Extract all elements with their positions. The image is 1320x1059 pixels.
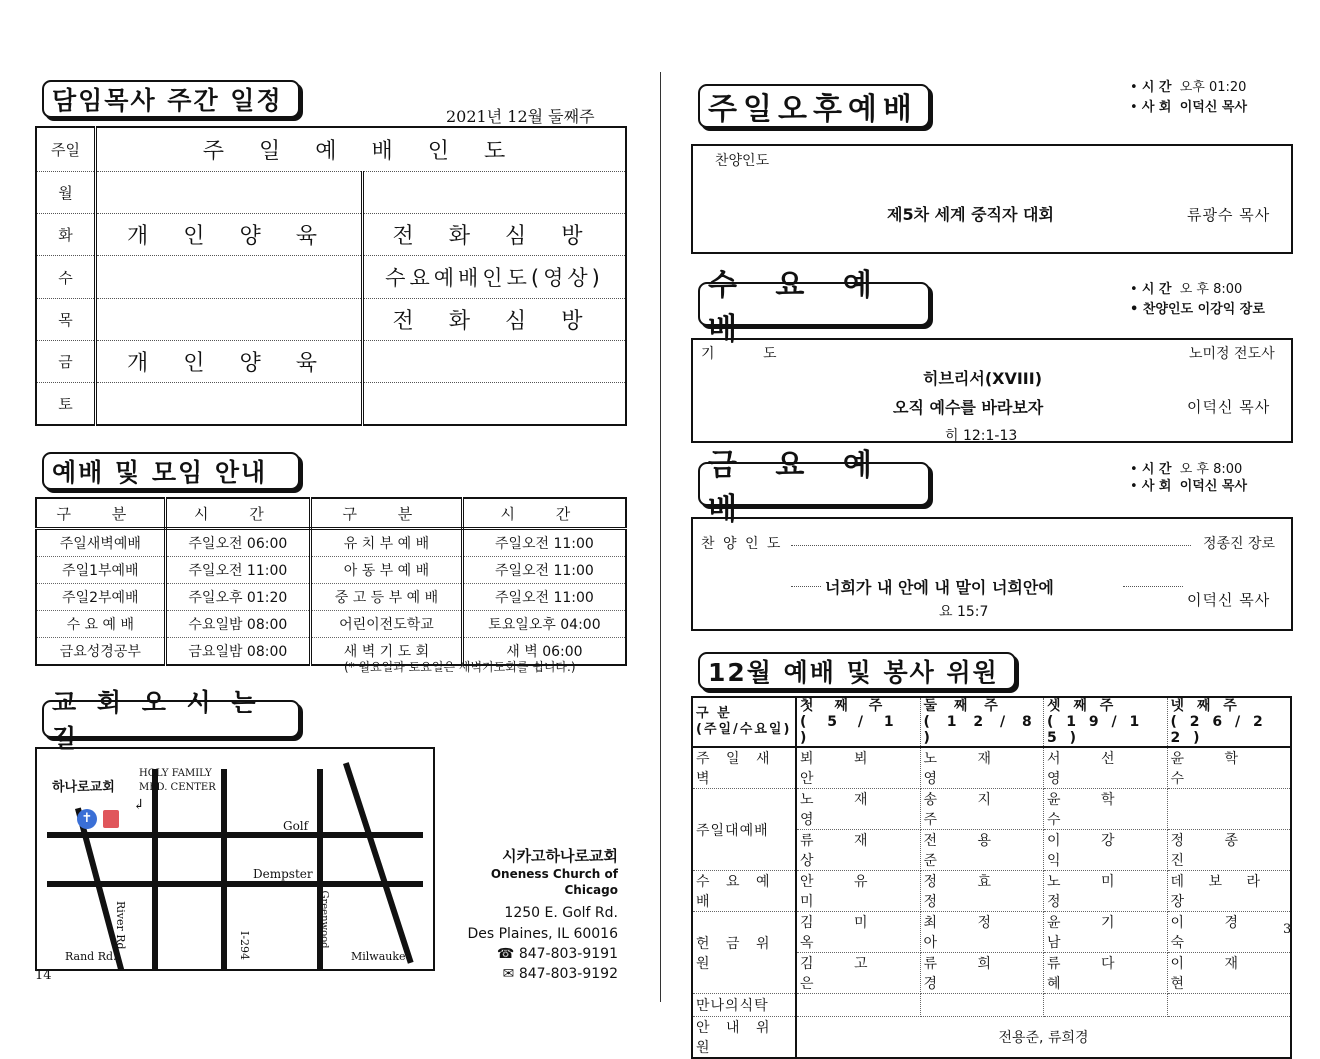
dotted-leader [791,545,1191,546]
church-marker [103,810,119,828]
volunteers-title: 12월 예배 및 봉사 위원 [698,652,1016,690]
dotted-leader [1123,586,1183,587]
table-cell: 윤 학 수 [1044,789,1168,830]
table-cell: 이 강 익 [1044,830,1168,871]
day-cell: 주일 [36,127,96,171]
volunteers-table [691,696,1292,1059]
table-cell: 안 내 위 원 [692,1017,796,1059]
sermon-title: 너희가 내 안에 내 말이 너희안에 [825,578,1054,597]
table-cell: 송 지 주 [920,789,1044,830]
table-cell: 유 치 부 예 배 [311,529,463,557]
praise-label: 찬 양 인 도 [701,536,783,552]
table-cell: 최 정 아 [920,912,1044,953]
table-row [36,383,626,425]
table-cell: 전 용 준 [920,830,1044,871]
column-header: 넷 째 주 ( 2 6 / 2 2 ) [1167,697,1291,747]
medical-center-label: HOLY FAMILY MED. CENTER [139,768,216,793]
column-header: 첫 째 주 ( 5 / 1 ) [796,697,920,747]
schedule-cell: 전 화 심 방 [363,298,627,340]
sermon-series: 히브리서(XVIII) [923,369,1043,388]
table-cell: 수 요 예 배 [692,871,796,912]
schedule-cell [96,256,363,298]
church-map [35,747,435,971]
table-cell: 서 선 영 [1044,747,1168,789]
wednesday-box [691,338,1293,443]
schedule-cell [96,383,363,425]
column-header: 구 분 [36,498,165,529]
sunday-pm-title: 주일오후예배 [698,84,930,128]
greenwood-label: Greenwood [318,890,330,949]
schedule-cell: 전 화 심 방 [363,214,627,256]
schedule-cell [363,383,627,425]
church-name-en: Oneness Church of Chicago [490,867,618,897]
table-cell: 주 일 새 벽 [692,747,796,789]
praise-leader: 정종진 장로 [1203,536,1276,552]
pastor-schedule-table [35,126,627,426]
table-cell: 뵈 뵈 안 [796,747,920,789]
address-line-2: Des Plaines, IL 60016 [467,926,618,942]
table-row [36,256,626,298]
directions-title: 교 회 오 시 는 길 [42,700,300,738]
praise-label: 찬양인도 [715,153,770,169]
prayer-label: 기 도 [701,346,799,362]
scripture: 히 12:1-13 [945,428,1018,444]
table-cell: 전용준, 류희경 [796,1017,1291,1059]
church-label: 하나로교회 [52,780,115,795]
table-row [692,871,1291,912]
table-row [692,697,1291,747]
table-cell: 주일1부예배 [36,557,165,584]
table-row [36,529,626,557]
sunday-activity: 주 일 예 배 인 도 [96,127,627,171]
table-cell [796,994,920,1017]
dotted-leader [791,586,821,587]
schedule-cell [96,171,363,213]
table-row [36,498,626,529]
i294-road [221,769,227,969]
fax-icon: ✉ [502,966,519,982]
table-row [692,912,1291,953]
friday-box [691,517,1293,631]
rand-label: Rand Rd. [65,950,117,963]
column-header: 구 분 [311,498,463,529]
table-row [36,584,626,611]
table-row [36,611,626,638]
table-cell: 노 재 영 [796,789,920,830]
page-divider [660,72,661,1002]
table-cell: 류 다 혜 [1044,953,1168,994]
wednesday-info: • 시 간 오 후 8:00 • 찬양인도 이강익 장로 [1130,282,1265,317]
column-header: 셋 째 주 ( 1 9 / 1 5 ) [1044,697,1168,747]
arrow-icon: ↲ [133,797,145,813]
friday-title: 금 요 예 배 [698,462,930,506]
table-row [36,171,626,213]
table-cell: 헌 금 위 원 [692,912,796,994]
dempster-road [47,881,423,887]
table-cell [1167,994,1291,1017]
table-cell: 정 효 정 [920,871,1044,912]
schedule-cell: 개 인 양 육 [96,214,363,256]
column-header: 시 간 [462,498,626,529]
schedule-cell: 개 인 양 육 [96,340,363,382]
table-cell: 만나의식탁 [692,994,796,1017]
column-header: 구 분 (주일/수요일) [692,697,796,747]
schedule-cell: 수요예배인도(영상) [363,256,627,298]
day-cell: 수 [36,256,96,298]
day-cell: 월 [36,171,96,213]
table-cell: 안 유 미 [796,871,920,912]
table-cell: 수요일밤 08:00 [165,611,310,638]
table-cell: 중 고 등 부 예 배 [311,584,463,611]
table-cell: 이 재 현 [1167,953,1291,994]
church-contact [440,846,618,984]
table-row [36,127,626,171]
day-cell: 토 [36,383,96,425]
schedule-cell [96,298,363,340]
table-cell: 데 보 라 장 [1167,871,1291,912]
column-header: 시 간 [165,498,310,529]
table-cell: 주일대예배 [692,789,796,871]
table-row [692,789,1291,830]
table-cell: 수 요 예 배 [36,611,165,638]
event-title: 제5차 세계 중직자 대회 [887,205,1054,224]
table-cell: 주일오전 06:00 [165,529,310,557]
schedule-title: 담임목사 주간 일정 [42,80,300,118]
speaker: 류광수 목사 [1187,206,1271,224]
table-cell: 금요일밤 08:00 [165,638,310,666]
table-row [36,557,626,584]
i294-label: I-294 [238,930,252,961]
day-cell: 금 [36,340,96,382]
table-row [692,747,1291,789]
sunday-pm-info: • 시 간 오후 01:20 • 사 회 이덕신 목사 [1130,80,1248,115]
church-name-kr: 시카고하나로교회 [502,847,618,865]
river-road [152,769,158,969]
table-cell [1044,994,1168,1017]
table-cell: 어린이전도학교 [311,611,463,638]
table-cell: 새 벽 06:00 [462,638,626,666]
table-cell: 주일2부예배 [36,584,165,611]
address-line-1: 1250 E. Golf Rd. [504,905,618,921]
page-number-left: 14 [35,968,52,983]
table-cell: 주일오후 01:20 [165,584,310,611]
table-cell: 노 미 정 [1044,871,1168,912]
dempster-label: Dempster [253,867,313,881]
sermon-title: 오직 예수를 바라보자 [893,398,1044,417]
table-row [36,298,626,340]
page-number-right: 3 [1283,922,1292,937]
worship-times-table [35,497,627,666]
table-cell: 주일오전 11:00 [462,584,626,611]
friday-info: • 시 간 오 후 8:00 • 사 회 이덕신 목사 [1130,462,1248,494]
scripture: 요 15:7 [939,604,989,620]
sunday-pm-box [691,144,1293,254]
table-cell: 금요성경공부 [36,638,165,666]
preacher: 이덕신 목사 [1187,398,1271,416]
table-row [692,994,1291,1017]
river-label: River Rd. [114,901,127,954]
column-header: 둘 째 주 ( 1 2 / 8 ) [920,697,1044,747]
table-row [36,214,626,256]
golf-label: Golf [283,819,309,833]
table-cell: 류 희 경 [920,953,1044,994]
milwaukee-label: Milwaukee [351,950,413,963]
table-cell: 김 미 옥 [796,912,920,953]
preacher: 이덕신 목사 [1187,591,1271,609]
fax-number: 847-803-9192 [518,966,618,982]
table-cell: 류 재 상 [796,830,920,871]
table-cell: 노 재 영 [920,747,1044,789]
table-cell: 윤 학 수 [1167,747,1291,789]
table-cell: 아 동 부 예 배 [311,557,463,584]
table-cell [920,994,1044,1017]
cross-icon: ✝ [77,809,97,829]
table-cell: 이 경 숙 [1167,912,1291,953]
table-cell: 주일오전 11:00 [462,557,626,584]
table-cell: 토요일오후 04:00 [462,611,626,638]
table-row [692,1017,1291,1059]
schedule-cell [363,171,627,213]
table-cell: 주일오전 11:00 [165,557,310,584]
table-cell [1167,789,1291,830]
wednesday-title: 수 요 예 배 [698,282,930,326]
phone-icon: ☎ [496,946,519,962]
table-cell: 정 종 진 [1167,830,1291,871]
table-cell: 김 고 은 [796,953,920,994]
prayer-name: 노미정 전도사 [1189,346,1275,362]
table-row [36,340,626,382]
table-cell: 주일새벽예배 [36,529,165,557]
worship-note: (* 월요일과 토요일은 새벽기도회를 쉽니다.) [344,660,576,674]
milwaukee-road [343,762,414,964]
day-cell: 목 [36,298,96,340]
schedule-cell [363,340,627,382]
worship-guide-title: 예배 및 모임 안내 [42,452,300,490]
day-cell: 화 [36,214,96,256]
phone-number: 847-803-9191 [518,946,618,962]
table-cell: 윤 기 남 [1044,912,1168,953]
schedule-week: 2021년 12월 둘째주 [446,107,595,126]
table-cell: 새 벽 기 도 회 [311,638,463,666]
table-cell: 주일오전 11:00 [462,529,626,557]
